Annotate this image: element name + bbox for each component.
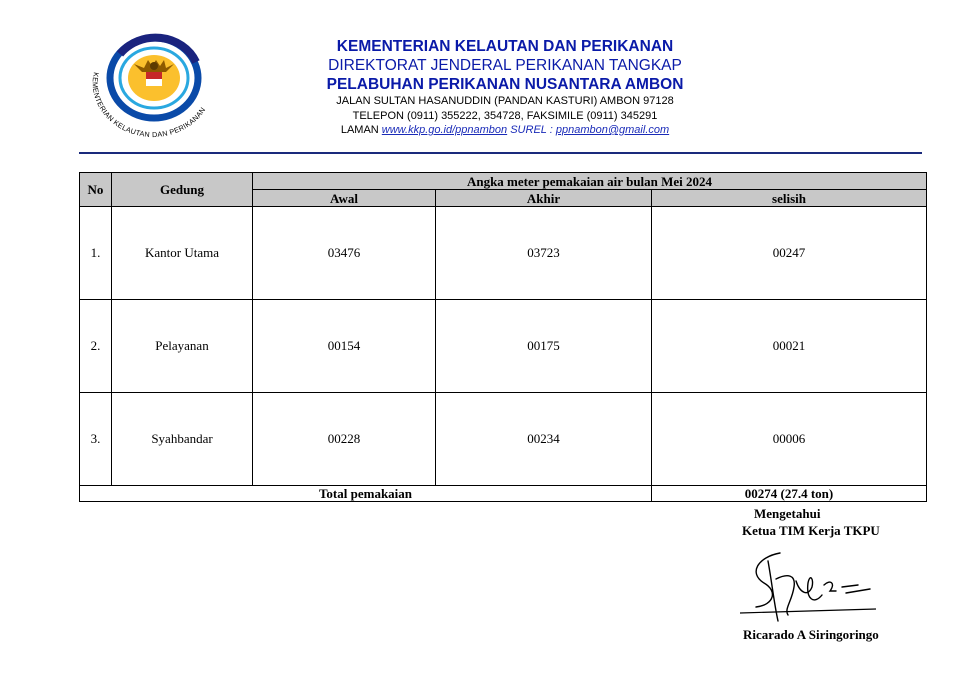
signer-position: Ketua TIM Kerja TKPU <box>742 523 880 538</box>
row-building: Kantor Utama <box>112 207 253 300</box>
port-name: PELABUHAN PERIKANAN NUSANTARA AMBON <box>326 76 684 93</box>
address: JALAN SULTAN HASANUDDIN (PANDAN KASTURI) AMBON 97128 <box>336 95 674 107</box>
email-label: SUREL : <box>510 124 553 136</box>
table-row <box>80 393 927 486</box>
total-row <box>80 486 927 502</box>
row-no: 2. <box>80 300 112 393</box>
row-no: 3. <box>80 393 112 486</box>
table-row <box>80 207 927 300</box>
row-difference: 00247 <box>652 207 927 300</box>
contact-line <box>280 123 730 138</box>
row-end: 00175 <box>436 300 652 393</box>
acknowledged-label: Mengetahui <box>754 506 821 521</box>
total-label: Total pemakaian <box>80 486 652 502</box>
ministry-name: KEMENTERIAN KELAUTAN DAN PERIKANAN <box>336 38 674 55</box>
row-difference: 00021 <box>652 300 927 393</box>
total-value: 00274 (27.4 ton) <box>652 486 927 502</box>
logo-ring-text: KEMENTERIAN KELAUTAN DAN PERIKANAN <box>90 71 208 140</box>
row-difference: 00006 <box>652 393 927 486</box>
header-end: Akhir <box>436 190 652 207</box>
table-row <box>80 300 927 393</box>
header-no: No <box>80 173 112 207</box>
row-end: 00234 <box>436 393 652 486</box>
header-building: Gedung <box>112 173 253 207</box>
row-start: 00154 <box>253 300 436 393</box>
row-building: Pelayanan <box>112 300 253 393</box>
handwritten-signature <box>738 543 878 629</box>
header-reading-group: Angka meter pemakaian air bulan Mei 2024 <box>253 173 927 190</box>
row-no: 1. <box>80 207 112 300</box>
letterhead <box>280 37 730 138</box>
header-start: Awal <box>253 190 436 207</box>
row-end: 03723 <box>436 207 652 300</box>
approval-block <box>742 505 880 539</box>
ministry-logo <box>84 32 220 142</box>
letterhead-divider <box>79 152 922 154</box>
header-difference: selisih <box>652 190 927 207</box>
row-start: 00228 <box>253 393 436 486</box>
email-link[interactable]: ppnambon@gmail.com <box>555 124 670 136</box>
row-building: Syahbandar <box>112 393 253 486</box>
directorate-name: DIREKTORAT JENDERAL PERIKANAN TANGKAP <box>328 57 682 74</box>
row-start: 03476 <box>253 207 436 300</box>
website-link[interactable]: www.kkp.go.id/ppnambon <box>381 124 508 136</box>
signer-name: Ricarado A Siringoringo <box>743 627 879 642</box>
water-meter-table <box>79 172 927 502</box>
website-label: LAMAN <box>340 124 379 136</box>
phone-fax: TELEPON (0911) 355222, 354728, FAKSIMILE (0911) 345291 <box>352 109 658 122</box>
